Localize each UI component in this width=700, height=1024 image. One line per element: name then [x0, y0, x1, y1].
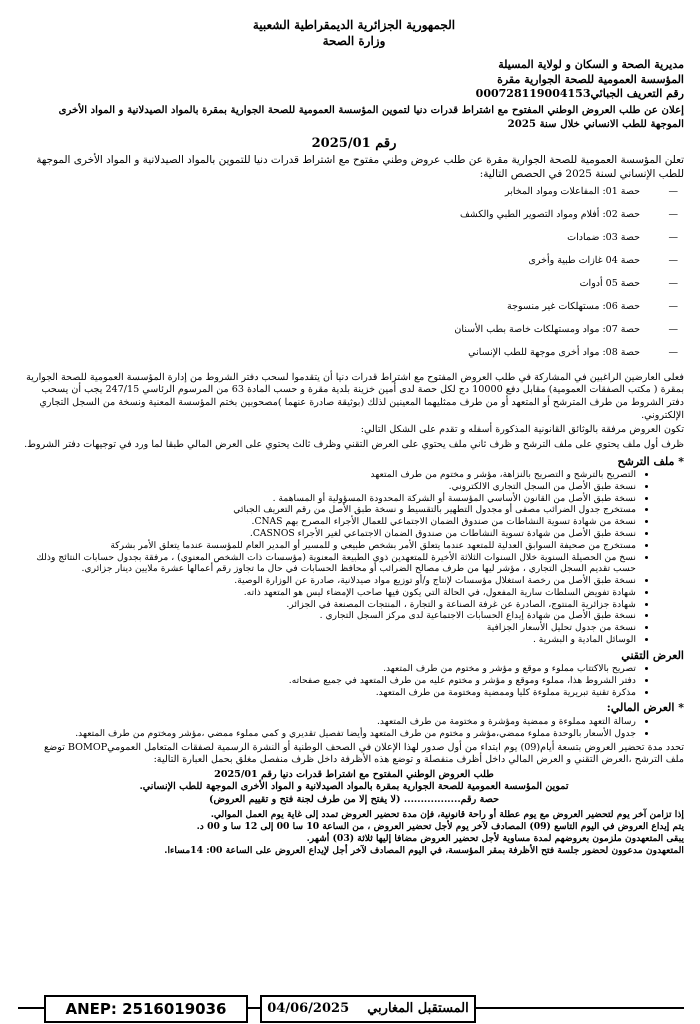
announcement-body — [24, 18, 684, 857]
candidacy-item: • نسخة طبق الأصل من القانون الأساسي المؤسسة أو الشركة المحدودة المسؤولية أو المساهمة . — [24, 493, 636, 505]
candidacy-item: • نسخة طبق الأصل من شهادة تسوية النشاطات من صندوق الضمان الاجتماعي لغير الأجراء CASNOS. — [24, 528, 636, 540]
lot-item: — حصة 07: مواد ومستهلكات خاصة بطب الأسنان — [24, 324, 640, 347]
closing-line: يتم إيداع العروض في اليوم التاسع (09) المصادف لآخر يوم لأجل تحضير العروض ، من الساعة 10 سا 00 إلى 12 سا و 00 د. — [196, 820, 684, 832]
envelope-lot: حصة رقم................. — [403, 794, 500, 806]
candidacy-item: • نسخة طبق الأصل من رخصة استغلال مؤسسات لإنتاج و/أو توزيع مواد صيدلانية، صادرة عن الوزارة الوصية. — [24, 575, 636, 587]
technical-item: • تصريح بالاكتتاب مملوء و موقع و مؤشر و مختوم من طرف المتعهد. — [24, 663, 636, 675]
ministry-header: وزارة الصحة — [322, 33, 386, 48]
organization-block — [24, 58, 684, 103]
technical-item: • دفتر الشروط هذا، مملوء وموقع و مؤشر و مختوم عليه من طرف المتعهد في جميع صفحاته. — [24, 675, 636, 687]
candidacy-item: • الوسائل المادية و البشرية . — [24, 634, 636, 646]
reference-number: رقم 2025/01 — [311, 136, 397, 152]
footer-rule — [18, 1007, 46, 1009]
closing-block — [24, 809, 684, 858]
envelopes-paragraph: ظرف أول ملف يحتوي على ملف الترشح و ظرف ثاني ملف يحتوي على العرض التقني وظرف ثالث يحتوي على العرض المالي طبقا لما ورد في توجيهات دفتر الشروط. — [24, 439, 684, 450]
footer — [0, 990, 700, 1024]
lot-item: — حصة 02: أفلام ومواد التصوير الطبي والكشف — [24, 209, 640, 232]
candidacy-item: • مستخرج من صحيفة السوابق العدلية للمتعهد عندما يتعلق الأمر بشخص طبيعي و للمسير أو المدير العام للمؤسسة عندما يتعلق الأمر بشركة — [24, 540, 636, 552]
envelope-line-3 — [24, 794, 684, 807]
republic-header: الجمهورية الجزائرية الديمقراطية الشعبية — [252, 18, 456, 32]
lot-item: — حصة 01: المفاعلات ومواد المخابر — [24, 186, 640, 209]
closing-line: إذا تزامن آخر يوم لتحضير العروض مع يوم عطلة أو راحة قانونية، فإن مدة تحضير العروض تمدد إلى غاية يوم العمل الموالي. — [210, 808, 684, 820]
closing-line: يبقى المتعهدون ملزمون بعروضهم لمدة مساوية لأجل تحضير العروض مضافا إليها ثلاثة (03) أشهر. — [306, 833, 684, 845]
candidacy-list — [24, 469, 684, 645]
lot-item: — حصة 03: ضمادات — [24, 232, 640, 255]
lot-item: — حصة 08: مواد أخرى موجهة للطب الإنساني — [24, 347, 640, 370]
envelope-line-2: تموين المؤسسة العمومية للصحة الجوارية بمقرة بالمواد الصيدلانية و المواد الأخرى الموجهة للطب الإنساني. — [139, 781, 569, 793]
technical-item: • مذكرة تقنية تبريرية مملوءة كليا وممضية ومختومة من طرف المتعهد. — [24, 687, 636, 699]
financial-item: • رسالة التعهد مملوءة و ممضية ومؤشرة و مختومة من طرف المتعهد. — [24, 716, 636, 728]
withdrawal-paragraph: فعلى العارضين الراغبين في المشاركة في طلب العروض المفتوح مع اشتراط قدرات دنيا أن يتقدموا لسحب دفتر الشروط من إدارة المؤسسة العمومية للصحة الجوارية بمقرة ( مكتب الصفقات العمومية) مقابل دفع 10000 دج لكل حصة لدى أمين خزينة بلدية مقرة و حسب المادة 63 من المرسوم الرئاسي 247/15 يجب أن يسحب دفتر الشروط من طرف المترشح أو المتعهد أو من طرف ممثليهما المعينين لذلك (بوثيقة صادرة عنهما )مصحوبين بختم المؤسسة المعنية ونسخة من السجل التجاري الإلكتروني. — [26, 371, 684, 421]
candidacy-item: • نسخة من جدول تحليل الأسعار الجزافية — [24, 622, 636, 634]
documents-paragraph: تكون العروض مرفقة بالوثائق القانونية المذكورة أسفله و تقدم على الشكل التالي: — [360, 424, 684, 436]
candidacy-item: • نسخة من شهادة تسوية النشاطات من صندوق الضمان الاجتماعي للعمال الأجراء المصرح بهم CNAS. — [24, 516, 636, 528]
closing-line: المتعهدون مدعوون لحضور جلسة فتح الأظرفة بمقر المؤسسة، في اليوم المصادف لآخر أجل لإيداع العروض على الساعة 00: 14مساءا. — [164, 845, 684, 857]
candidacy-item: • شهادة تفويض السلطات سارية المفعول، في الحالة التي يكون فيها صاحب الإمضاء ليس هو المتعهد ذاته. — [24, 587, 636, 599]
directorate-line: مديرية الصحة و السكان و لولاية المسيلة — [498, 57, 684, 71]
footer-rule — [472, 1007, 684, 1009]
candidacy-item: • نسخة طبق الأصل من السجل التجاري الالكتروني. — [24, 481, 636, 493]
publication-date: 04/06/2025 — [267, 1001, 350, 1016]
newspaper-name: المستقبل المغاربي — [367, 1001, 469, 1016]
intro-paragraph: تعلن المؤسسة العمومية للصحة الجوارية مقرة عن طلب عروض وطني مفتوح مع اشتراط قدرات دنيا للتموين بالمواد الصيدلانية و المواد الأخرى الموجهة للطب الإنساني لسنة 2025 في الحصص التالية: — [36, 154, 684, 180]
candidacy-item: • التصريح بالترشح و التصريح بالنزاهة، مؤشر و مختوم من طرف المتعهد — [24, 469, 636, 481]
envelope-note: (لا يفتح إلا من طرف لجنة فتح و تقييم العروض) — [208, 794, 401, 806]
candidacy-item: • نسخة طبق الأصل من شهادة إيداع الحسابات الاجتماعية لدى مركز السجل التجاري . — [24, 610, 636, 622]
lot-item: — حصة 05 أدوات — [24, 278, 640, 301]
candidacy-item: • شهادة جزائرية المنتوج، الصادرة عن غرفة الصناعة و التجارة ، المنتجات المصنعة في الجزائر. — [24, 599, 636, 611]
technical-list — [24, 663, 684, 698]
financial-heading: * العرض المالي: — [606, 701, 684, 715]
candidacy-item: • مستخرج جدول الضرائب مصفى أو مجدول التطهير بالتقسيط و نسخة طبق الأصل من رقم التعريف الجبائي — [24, 504, 636, 516]
lot-item: — حصة 06: مستهلكات غير منسوجة — [24, 301, 640, 324]
envelope-line-1: طلب العروض الوطني المفتوح مع اشتراط قدرات دنيا رقم 2025/01 — [214, 768, 494, 780]
lot-item: — حصة 04 غازات طبية وأخرى — [24, 255, 640, 278]
financial-list — [24, 716, 684, 740]
publication-box — [260, 995, 476, 1023]
financial-item: • جدول الأسعار بالوحدة مملوء ممضي،مؤشر و مختوم من طرف المتعهد وأيضا تفصيل تقديري و كمي مملوء ممضي ،مؤشر ومختوم من طرف المتعهد. — [24, 728, 636, 740]
candidacy-heading: * ملف الترشح — [617, 454, 684, 468]
lots-list — [24, 186, 684, 370]
fiscal-id: رقم التعريف الجبائي000728119004153 — [475, 87, 684, 101]
institution-line: المؤسسة العمومية للصحة الجوارية مقرة — [497, 72, 684, 86]
deadline-paragraph: تحدد مدة تحضير العروض بتسعة أيام(09) يوم ابتداء من أول صدور لهذا الإعلان في الصحف الوطنية أو النشرة الرسمية لصفقات المتعامل العموميBOMOP توضع ملف الترشح ،العرض التقني و العرض المالي داخل أظرف منفصلة و توضع هذه الأظرفة داخل ظرف منفصل مغلق بحمل العبارة التالية: — [43, 741, 684, 766]
anep-number: ANEP: 2516019036 — [44, 995, 248, 1023]
announcement-title: إعلان عن طلب العروض الوطني المفتوح مع اشتراط قدرات دنيا لتموين المؤسسة العمومية للصحة الجوارية بمقرة بالمواد الصيدلانية و المواد الأخرى الموجهة للطب الانساني خلال سنة 2025 — [58, 104, 684, 130]
candidacy-item: • نسخ من الحصيلة السنوية خلال السنوات الثلاثة الأخيرة للمتعهدين ذوي الطبيعة المعنوية (مؤسسات ذات الشخص المعنوي) ، مرفقة بجدول حسابات النتائج وذلك حسب تقديم السجل التجاري ، مؤشر ليها من طرف مصالح الضرائب أو محافظ الحسابات في حال ما تجاوز رقم أعمالها عشرة ملايين دينار جزائري. — [24, 552, 636, 576]
technical-heading: العرض التقني — [621, 648, 684, 662]
